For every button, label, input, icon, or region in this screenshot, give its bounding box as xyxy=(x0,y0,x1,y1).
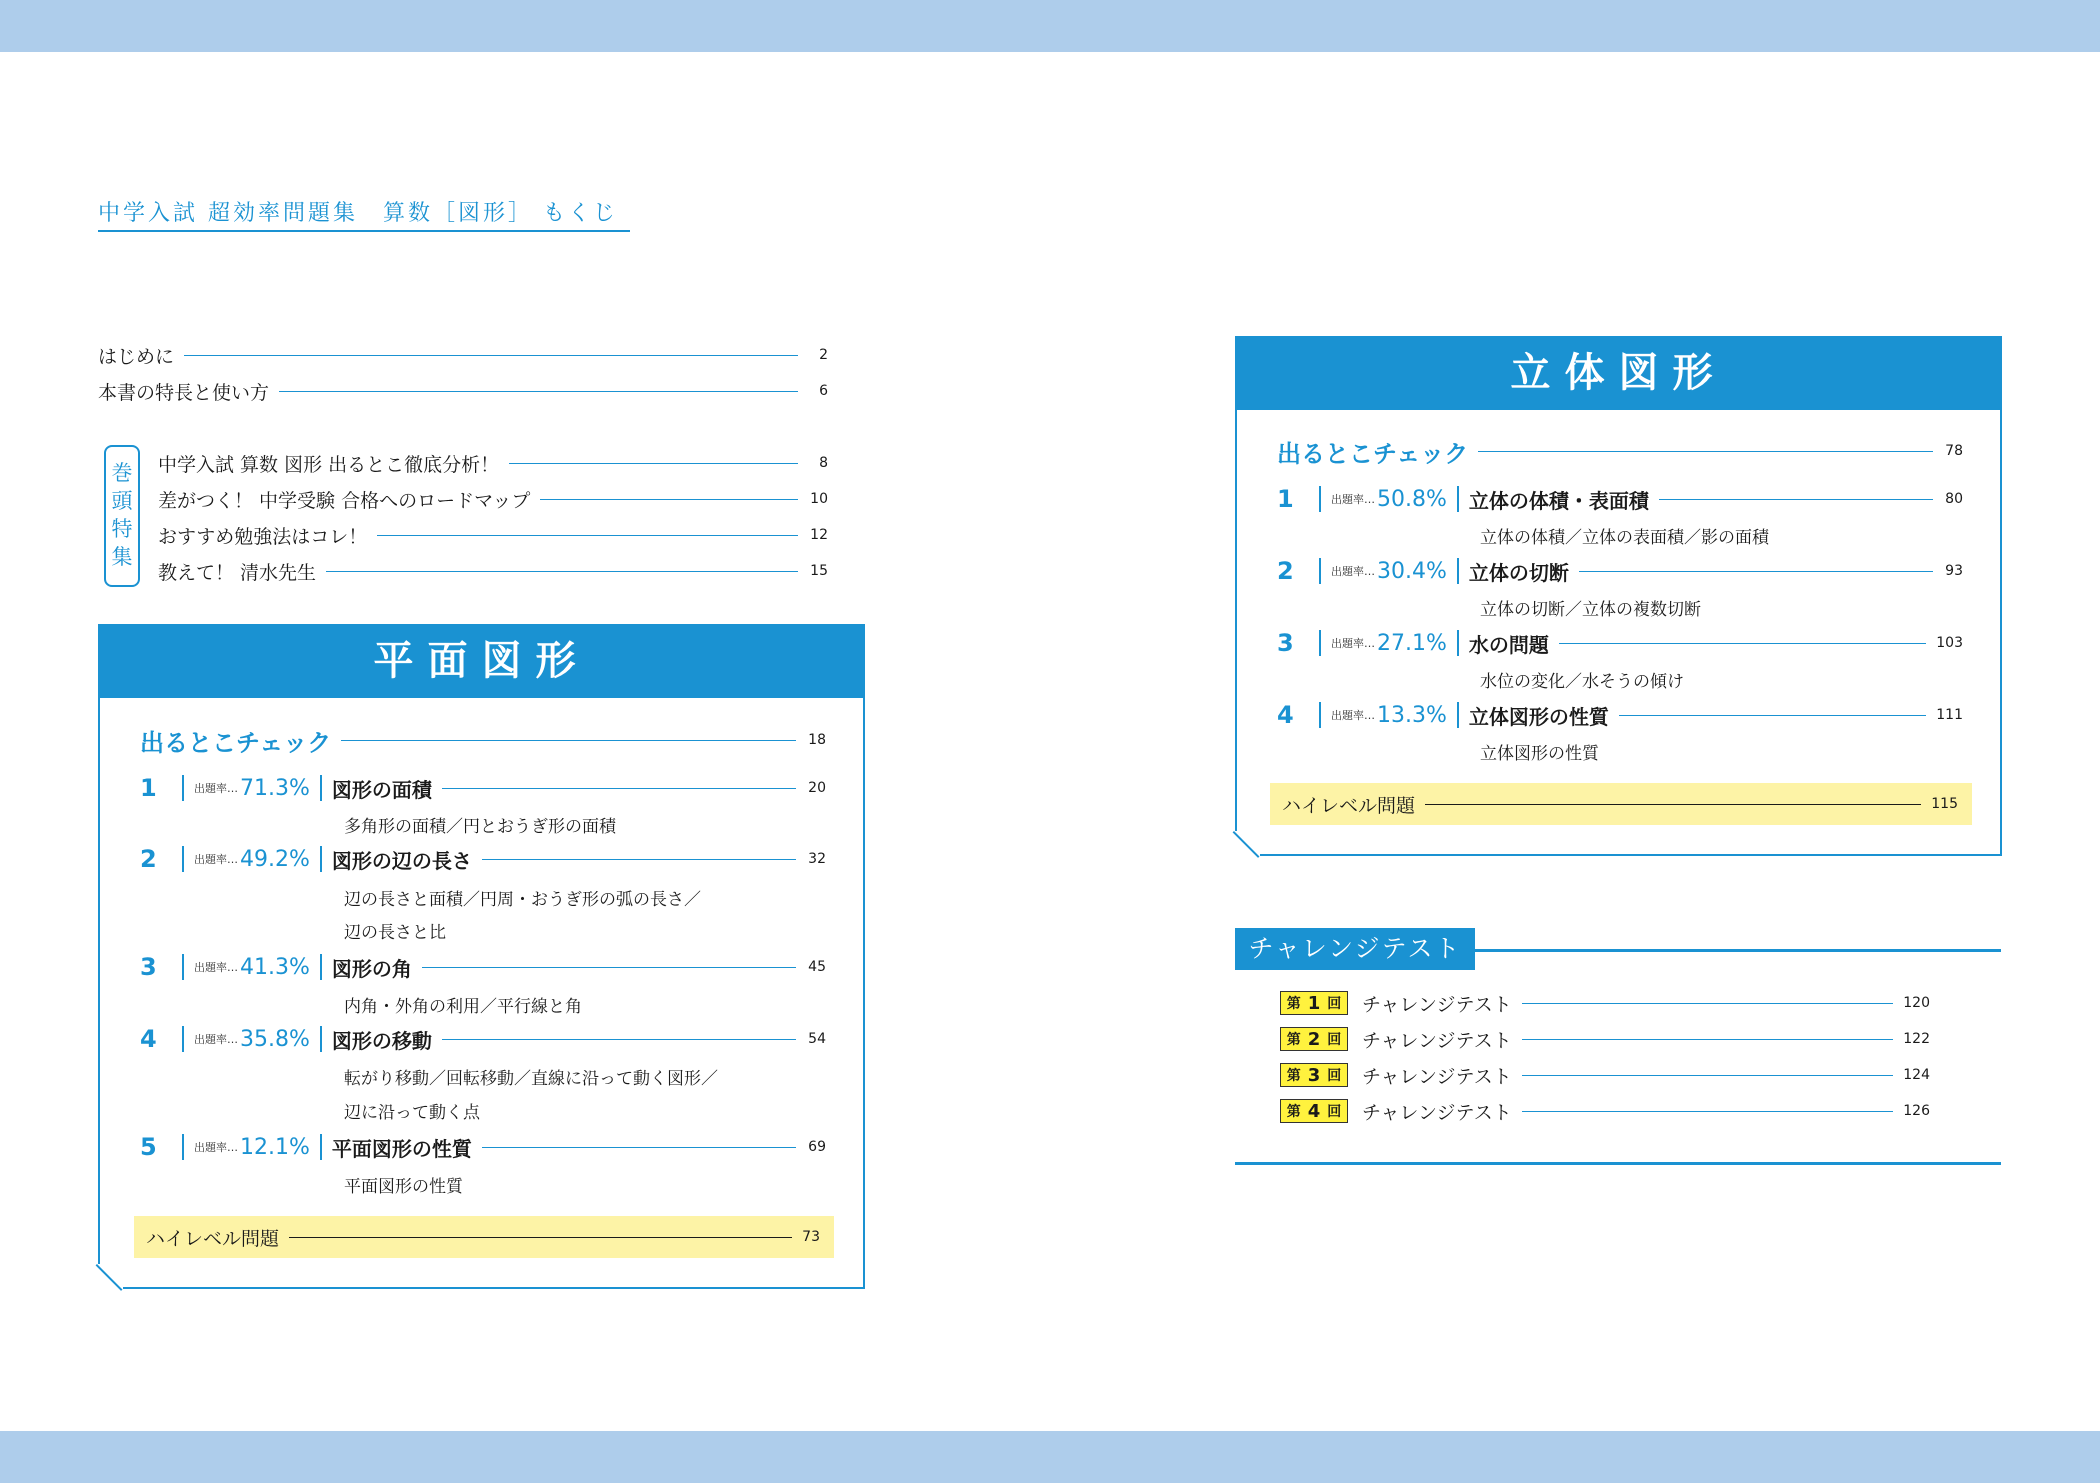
separator xyxy=(1457,558,1459,584)
leader-line xyxy=(1559,643,1926,644)
challenge-header: チャレンジテスト xyxy=(1235,928,1475,970)
solid-chapter-1[interactable] xyxy=(1277,483,1963,515)
toc-entry-intro[interactable] xyxy=(98,340,828,370)
page-number: 32 xyxy=(808,851,826,867)
chapter-title: 図形の角 xyxy=(331,956,412,981)
separator xyxy=(320,775,322,801)
solid-high-level[interactable] xyxy=(1270,783,1972,825)
page-number: 122 xyxy=(1903,1031,1930,1047)
chapter-number: 4 xyxy=(1277,701,1294,729)
frame-corner xyxy=(1234,831,1260,857)
chapter-subtopics: 辺に沿って動く点 xyxy=(344,1103,480,1123)
entry-label: チャレンジテスト xyxy=(1362,1101,1512,1124)
separator xyxy=(1319,486,1321,512)
rate-value: 50.8% xyxy=(1377,486,1447,512)
rate-value: 27.1% xyxy=(1377,630,1447,656)
entry-label: 差がつく！ 中学受験 合格へのロードマップ xyxy=(158,489,531,512)
separator xyxy=(1319,558,1321,584)
entry-label: はじめに xyxy=(98,345,175,368)
chapter-subtopics: 辺の長さと比 xyxy=(344,923,446,943)
separator xyxy=(182,1134,184,1160)
plane-chapter-5[interactable] xyxy=(140,1131,826,1163)
chapter-subtopics: 立体図形の性質 xyxy=(1480,744,1599,764)
chapter-title: 立体図形の性質 xyxy=(1468,704,1609,729)
separator xyxy=(1457,630,1459,656)
separator xyxy=(1457,486,1459,512)
separator xyxy=(182,775,184,801)
leader-line xyxy=(1522,1075,1894,1076)
separator xyxy=(1319,630,1321,656)
rate-label: 出題率… xyxy=(194,782,238,795)
rate-value: 71.3% xyxy=(240,775,310,801)
plane-chapter-3[interactable] xyxy=(140,951,826,983)
rate-value: 49.2% xyxy=(240,846,310,872)
rate-label: 出題率… xyxy=(194,853,238,866)
toc-entry-special-1[interactable] xyxy=(158,448,828,478)
leader-line xyxy=(1425,804,1921,805)
rate-label: 出題率… xyxy=(194,1141,238,1154)
chapter-number: 2 xyxy=(140,845,157,873)
page-number: 111 xyxy=(1936,707,1963,723)
leader-line xyxy=(1522,1111,1894,1112)
leader-line xyxy=(442,788,796,789)
leader-line xyxy=(1478,451,1933,452)
page-number: 15 xyxy=(810,563,828,579)
plane-high-level[interactable] xyxy=(134,1216,834,1258)
leader-line xyxy=(442,1039,796,1040)
leader-line xyxy=(1619,715,1926,716)
page-number: 12 xyxy=(810,527,828,543)
challenge-header-rule xyxy=(1475,949,2001,952)
page-number: 126 xyxy=(1903,1103,1930,1119)
leader-line xyxy=(1522,1003,1894,1004)
chapter-title: 立体の切断 xyxy=(1468,560,1569,585)
rate-value: 13.3% xyxy=(1377,702,1447,728)
separator xyxy=(320,1134,322,1160)
high-level-label: ハイレベル問題 xyxy=(146,1227,280,1250)
page-number: 69 xyxy=(808,1139,826,1155)
chapter-title: 立体の体積・表面積 xyxy=(1468,488,1649,513)
rate-label: 出題率… xyxy=(1331,565,1375,578)
rate-value: 30.4% xyxy=(1377,558,1447,584)
entry-label: 中学入試 算数 図形 出るとこ徹底分析！ xyxy=(158,453,500,476)
top-band xyxy=(0,0,2100,52)
leader-line xyxy=(482,1147,796,1148)
page-number: 93 xyxy=(1945,563,1963,579)
chapter-number: 1 xyxy=(1277,485,1294,513)
entry-label: チャレンジテスト xyxy=(1362,1029,1512,1052)
separator xyxy=(182,1026,184,1052)
page-number: 54 xyxy=(808,1031,826,1047)
solid-chapter-3[interactable] xyxy=(1277,627,1963,659)
chapter-title: 水の問題 xyxy=(1468,632,1549,657)
tag-char: 集 xyxy=(111,545,133,569)
solid-chapter-4[interactable] xyxy=(1277,699,1963,731)
chapter-number: 3 xyxy=(1277,629,1294,657)
challenge-entry-4[interactable] xyxy=(1280,1096,1930,1126)
book-title: 中学入試 超効率問題集 算数［図形］ もくじ xyxy=(98,196,630,232)
page-number: 80 xyxy=(1945,491,1963,507)
entry-label: おすすめ勉強法はコレ！ xyxy=(158,525,368,548)
entry-label: チャレンジテスト xyxy=(1362,993,1512,1016)
round-badge: 第 2 回 xyxy=(1280,1027,1348,1051)
tag-char: 頭 xyxy=(111,489,133,513)
chapter-title: 平面図形の性質 xyxy=(331,1136,472,1161)
leader-line xyxy=(540,499,798,500)
chapter-subtopics: 平面図形の性質 xyxy=(344,1177,463,1197)
separator xyxy=(1319,702,1321,728)
page-number: 18 xyxy=(808,732,826,748)
leader-line xyxy=(326,571,798,572)
chapter-subtopics: 辺の長さと面積／円周・おうぎ形の弧の長さ／ xyxy=(344,890,701,910)
chapter-number: 1 xyxy=(140,774,157,802)
page-number: 6 xyxy=(819,383,828,399)
page-number: 10 xyxy=(810,491,828,507)
leader-line xyxy=(1522,1039,1894,1040)
toc-entry-special-2[interactable] xyxy=(158,484,828,514)
page-number: 115 xyxy=(1931,796,1958,812)
leader-line xyxy=(184,355,798,356)
chapter-number: 5 xyxy=(140,1133,157,1161)
chapter-subtopics: 立体の切断／立体の複数切断 xyxy=(1480,600,1701,620)
page-number: 73 xyxy=(802,1229,820,1245)
plane-chapter-4[interactable] xyxy=(140,1023,826,1055)
challenge-entry-3[interactable] xyxy=(1280,1060,1930,1090)
chapter-subtopics: 多角形の面積／円とおうぎ形の面積 xyxy=(344,817,616,837)
separator xyxy=(182,846,184,872)
plane-section-header: 平面図形 xyxy=(98,624,865,698)
leader-line xyxy=(279,391,798,392)
check-label: 出るとこチェック xyxy=(140,728,332,757)
entry-label: 教えて！ 清水先生 xyxy=(158,561,317,584)
rate-label: 出題率… xyxy=(194,1033,238,1046)
leader-line xyxy=(509,463,798,464)
leader-line xyxy=(482,859,796,860)
plane-chapter-2[interactable] xyxy=(140,843,826,875)
frame-corner xyxy=(97,1264,123,1290)
rate-label: 出題率… xyxy=(194,961,238,974)
challenge-bottom-rule xyxy=(1235,1162,2001,1165)
entry-label: 本書の特長と使い方 xyxy=(98,381,270,404)
tag-char: 巻 xyxy=(111,461,133,485)
rate-value: 12.1% xyxy=(240,1134,310,1160)
leader-line xyxy=(1659,499,1933,500)
chapter-number: 3 xyxy=(140,953,157,981)
challenge-entry-1[interactable] xyxy=(1280,988,1930,1018)
chapter-subtopics: 水位の変化／水そうの傾け xyxy=(1480,672,1684,692)
chapter-title: 図形の辺の長さ xyxy=(331,848,472,873)
chapter-title: 図形の面積 xyxy=(331,777,432,802)
solid-chapter-2[interactable] xyxy=(1277,555,1963,587)
separator xyxy=(320,954,322,980)
chapter-subtopics: 立体の体積／立体の表面積／影の面積 xyxy=(1480,528,1769,548)
chapter-number: 2 xyxy=(1277,557,1294,585)
toc-entry-special-4[interactable] xyxy=(158,556,828,586)
page-number: 45 xyxy=(808,959,826,975)
page-number: 120 xyxy=(1903,995,1930,1011)
plane-check-entry[interactable] xyxy=(140,723,826,757)
solid-check-entry[interactable] xyxy=(1277,434,1963,468)
high-level-label: ハイレベル問題 xyxy=(1282,794,1416,817)
page-number: 8 xyxy=(819,455,828,471)
page-number: 103 xyxy=(1936,635,1963,651)
challenge-entry-2[interactable] xyxy=(1280,1024,1930,1054)
plane-chapter-1[interactable] xyxy=(140,772,826,804)
separator xyxy=(1457,702,1459,728)
leader-line xyxy=(377,535,798,536)
rate-label: 出題率… xyxy=(1331,493,1375,506)
rate-label: 出題率… xyxy=(1331,637,1375,650)
round-badge: 第 4 回 xyxy=(1280,1099,1348,1123)
chapter-subtopics: 内角・外角の利用／平行線と角 xyxy=(344,997,582,1017)
separator xyxy=(320,1026,322,1052)
page-number: 20 xyxy=(808,780,826,796)
tag-char: 特 xyxy=(111,517,133,541)
leader-line xyxy=(341,740,796,741)
entry-label: チャレンジテスト xyxy=(1362,1065,1512,1088)
special-feature-tag xyxy=(104,445,140,587)
rate-value: 35.8% xyxy=(240,1026,310,1052)
solid-section-header: 立体図形 xyxy=(1235,336,2002,410)
chapter-number: 4 xyxy=(140,1025,157,1053)
leader-line xyxy=(1579,571,1933,572)
toc-entry-features[interactable] xyxy=(98,376,828,406)
chapter-title: 図形の移動 xyxy=(331,1028,432,1053)
page-number: 2 xyxy=(819,347,828,363)
separator xyxy=(320,846,322,872)
rate-label: 出題率… xyxy=(1331,709,1375,722)
page-number: 78 xyxy=(1945,443,1963,459)
separator xyxy=(182,954,184,980)
toc-entry-special-3[interactable] xyxy=(158,520,828,550)
leader-line xyxy=(289,1237,792,1238)
round-badge: 第 1 回 xyxy=(1280,991,1348,1015)
rate-value: 41.3% xyxy=(240,954,310,980)
chapter-subtopics: 転がり移動／回転移動／直線に沿って動く図形／ xyxy=(344,1069,718,1089)
bottom-band xyxy=(0,1431,2100,1483)
round-badge: 第 3 回 xyxy=(1280,1063,1348,1087)
page-number: 124 xyxy=(1903,1067,1930,1083)
check-label: 出るとこチェック xyxy=(1277,439,1469,468)
leader-line xyxy=(422,967,796,968)
